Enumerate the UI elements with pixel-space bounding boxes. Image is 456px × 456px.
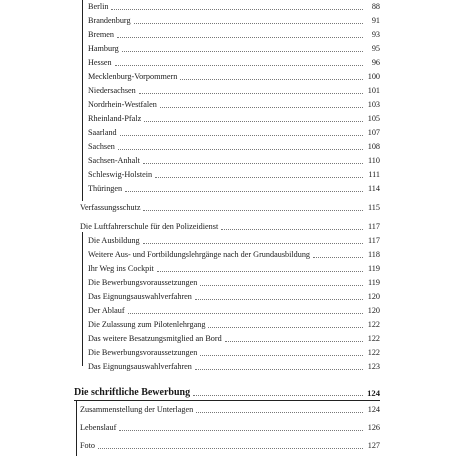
toc-entry-state[interactable]: Bremen 93 <box>88 30 380 39</box>
toc-entry-luftfahrer-item[interactable]: Der Ablauf 120 <box>88 306 380 315</box>
toc-entry-luftfahrer-item[interactable]: Das Eignungsauswahlverfahren 120 <box>88 292 380 301</box>
toc-entry-state[interactable]: Saarland 107 <box>88 128 380 137</box>
toc-entry-state[interactable]: Thüringen 114 <box>88 184 380 193</box>
toc-entry-luftfahrer-item[interactable]: Die Bewerbungsvoraussetzungen 122 <box>88 348 380 357</box>
state-group-rule <box>82 0 83 201</box>
toc-entry-state[interactable]: Niedersachsen 101 <box>88 86 380 95</box>
toc-entry-chapter-item[interactable]: Foto 127 <box>80 441 380 450</box>
toc-entry-state[interactable]: Rheinland-Pfalz 105 <box>88 114 380 123</box>
toc-entry-state[interactable]: Schleswig-Holstein 111 <box>88 170 380 179</box>
chapter-underline <box>74 400 380 401</box>
toc-entry-state[interactable]: Hessen 96 <box>88 58 380 67</box>
toc-entry-luftfahrer-item[interactable]: Die Ausbildung 117 <box>88 236 380 245</box>
toc-entry-state[interactable]: Mecklenburg-Vorpommern 100 <box>88 72 380 81</box>
toc-entry-state[interactable]: Hamburg 95 <box>88 44 380 53</box>
toc-entry-luftfahrer-item[interactable]: Die Bewerbungsvoraussetzungen 119 <box>88 278 380 287</box>
toc-entry-chapter-item[interactable]: Zusammenstellung der Unterlagen 124 <box>80 405 380 414</box>
toc-entry-luftfahrerschule[interactable]: Die Luftfahrerschule für den Polizeidienst 117 <box>80 222 380 231</box>
toc-entry-state[interactable]: Berlin 88 <box>88 2 380 11</box>
toc-entry-luftfahrer-item[interactable]: Das Eignungsauswahlverfahren 123 <box>88 362 380 371</box>
luftfahrer-group-rule <box>82 232 83 366</box>
toc-entry-state[interactable]: Brandenburg 91 <box>88 16 380 25</box>
toc-entry-chapter-item[interactable]: Lebenslauf 126 <box>80 423 380 432</box>
toc-entry-luftfahrer-item[interactable]: Ihr Weg ins Cockpit 119 <box>88 264 380 273</box>
chapter-group-rule <box>76 400 77 456</box>
toc-entry-luftfahrer-item[interactable]: Die Zulassung zum Pilotenlehrgang 122 <box>88 320 380 329</box>
toc-entry-luftfahrer-item[interactable]: Das weitere Besatzungsmitglied an Bord 122 <box>88 334 380 343</box>
toc-entry-luftfahrer-item[interactable]: Weitere Aus- und Fortbildungslehrgänge nach der Grundausbildung 118 <box>88 250 380 259</box>
toc-entry-verfassungsschutz[interactable]: Verfassungsschutz 115 <box>80 203 380 212</box>
toc-entry-state[interactable]: Sachsen-Anhalt 110 <box>88 156 380 165</box>
toc-chapter-heading[interactable]: Die schriftliche Bewerbung 124 <box>74 387 380 398</box>
toc-entry-state[interactable]: Nordrhein-Westfalen 103 <box>88 100 380 109</box>
toc-entry-state[interactable]: Sachsen 108 <box>88 142 380 151</box>
